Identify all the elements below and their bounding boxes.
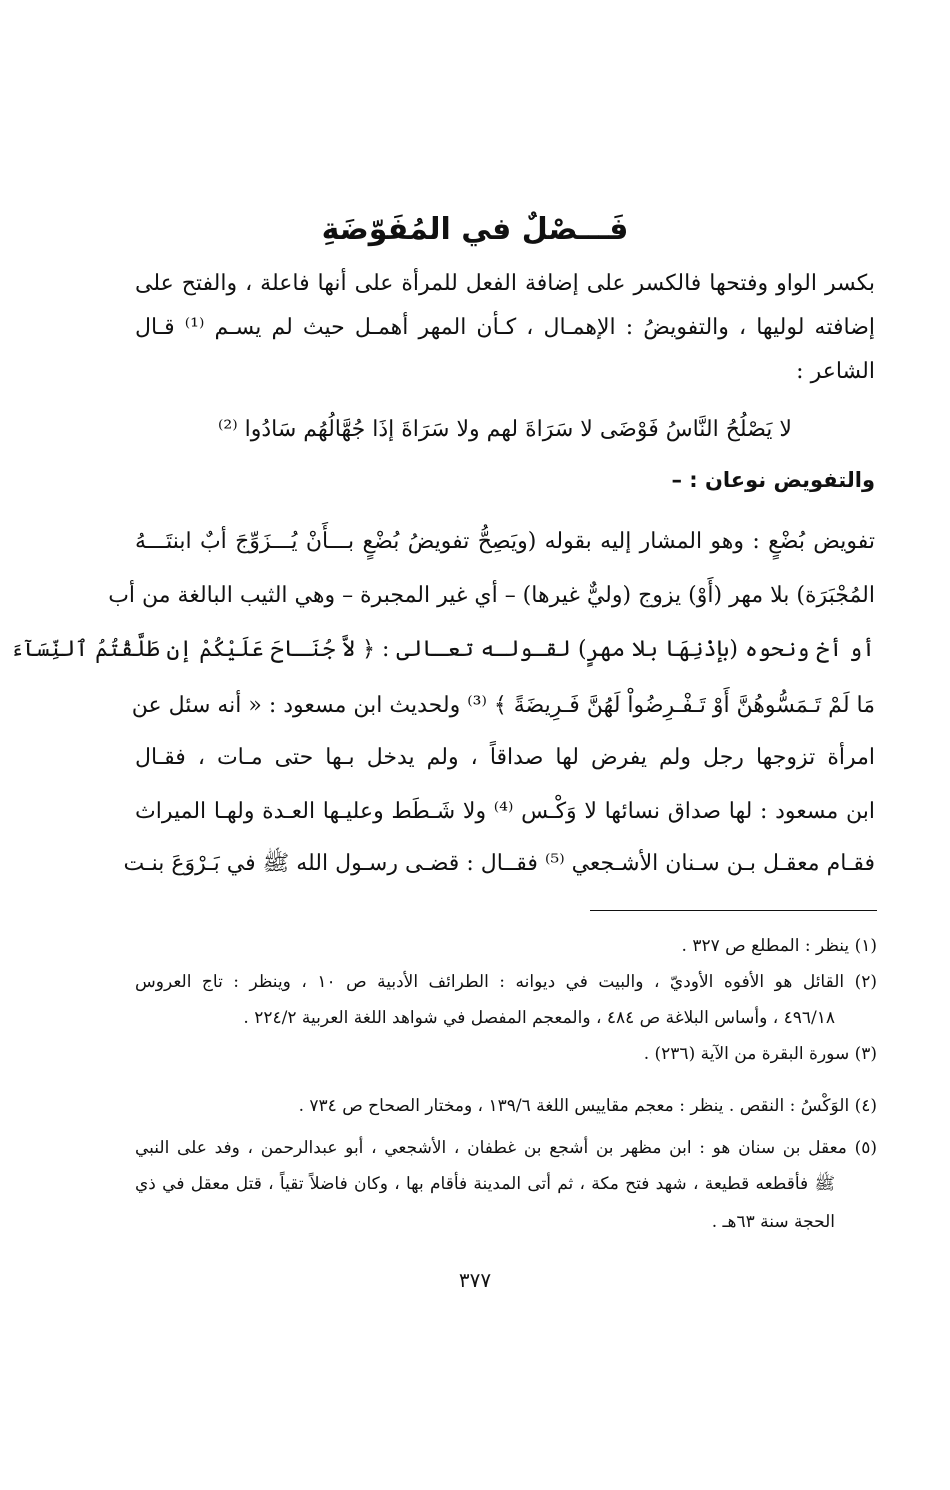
footnote-2-line-2: ٤٩٦/١٨ ، وأساس البلاغة ص ٤٨٤ ، والمعجم المفصل في شواهد اللغة العربية ٢٢٤/٢ . [243, 1008, 835, 1028]
footnote-2-line-1: (٢) القائل هو الأفوه الأوديّ ، والبيت في ديوانه : الطرائف الأدبية ص ١٠ ، وينظر : تاج العروس [135, 972, 877, 992]
body-line-7: المُجْبَرَة) بلا مهر (أَوْ) يزوج (وليٌّ غيرها) – أي غير المجبرة – وهي الثيب البالغة من أب [108, 583, 875, 608]
section-title: فَـــصْلٌ في المُفَوّضَةِ [321, 212, 629, 247]
section-subheading: والتفويض نوعان : – [671, 468, 875, 492]
poetry-verse: لا يَصْلُحُ النَّاسُ فَوْضَى لا سَرَاةَ لهم ولا سَرَاةَ إذَا جُهَّالُهُم سَادُوا ⁽²⁾ [218, 417, 792, 442]
footnote-divider [590, 910, 877, 911]
footnote-4: (٤) الوَكْسُ : النقص . ينظر : معجم مقاييس اللغة ١٣٩/٦ ، ومختار الصحاح ص ٧٣٤ . [298, 1096, 877, 1116]
footnote-3: (٣) سورة البقرة من الآية (٢٣٦) . [643, 1044, 877, 1064]
body-line-6: تفويض بُضْعٍ : وهو المشار إليه بقوله (ويَصِحُّ تفويضُ بُضْعٍ بـــأَنْ يُـــزَوِّجَ أبٌ ابنتَـــهُ [135, 529, 875, 554]
footnote-5-line-1: (٥) معقل بن سنان هو : ابن مظهر بن أشجع بن غطفان ، الأشجعي ، أبو عبدالرحمن ، وفد على النبي [135, 1138, 877, 1158]
body-line-1: بكسر الواو وفتحها فالكسر على إضافة الفعل للمرأة على أنها فاعلة ، والفتح على [135, 271, 875, 296]
body-line-3: الشاعر : [796, 359, 875, 384]
body-line-11: ابن مسعود : لها صداق نسائها لا وَكْـس ⁽⁴⁾ ولا شَـطَط وعليـها العـدة ولهـا الميراث [135, 799, 875, 824]
footnote-5-line-3: الحجة سنة ٦٣هـ . [711, 1212, 835, 1232]
footnote-1: (١) ينظر : المطلع ص ٣٢٧ . [681, 936, 877, 956]
footnote-5-line-2: ﷺ فأقطعه قطيعة ، شهد فتح مكة ، ثم أتى المدينة فأقام بها ، وكان فاضلاً تقياً ، قتل معقل في ذي [135, 1174, 835, 1194]
body-line-2: إضافته لوليها ، والتفويضُ : الإهمـال ، كـأن المهر أهمـل حيث لم يسـم ⁽¹⁾ قـال [135, 315, 876, 340]
body-line-12: فقـام معقـل بـن سـنان الأشـجعي ⁽⁵⁾ فقــال : قضـى رسـول الله ﷺ في بَـرْوَعَ بنـت [123, 851, 875, 876]
page-number: ٣٧٧ [458, 1268, 492, 1292]
body-line-8: أو أخ ونحوه (بإذْنِهَا بلا مهرٍ) لقـولـه تعـالى : ﴿ لاَّ جُنَـاحَ عَلَيْكُمْ إن طَلَّقْتُمُ ٱلنِّسَآءَ [10, 637, 875, 662]
body-line-9: مَا لَمْ تَـمَسُّوهُنَّ أَوْ تَـفْـرِضُواْ لَهُنَّ فَـرِيضَةً ﴾ ⁽³⁾ ولحديث ابن مسعود : « أنه سئل عن [131, 693, 875, 718]
body-line-10: امرأة تزوجها رجل ولم يفرض لها صداقاً ، ولم يدخل بـها حتى مـات ، فقـال [135, 745, 875, 770]
